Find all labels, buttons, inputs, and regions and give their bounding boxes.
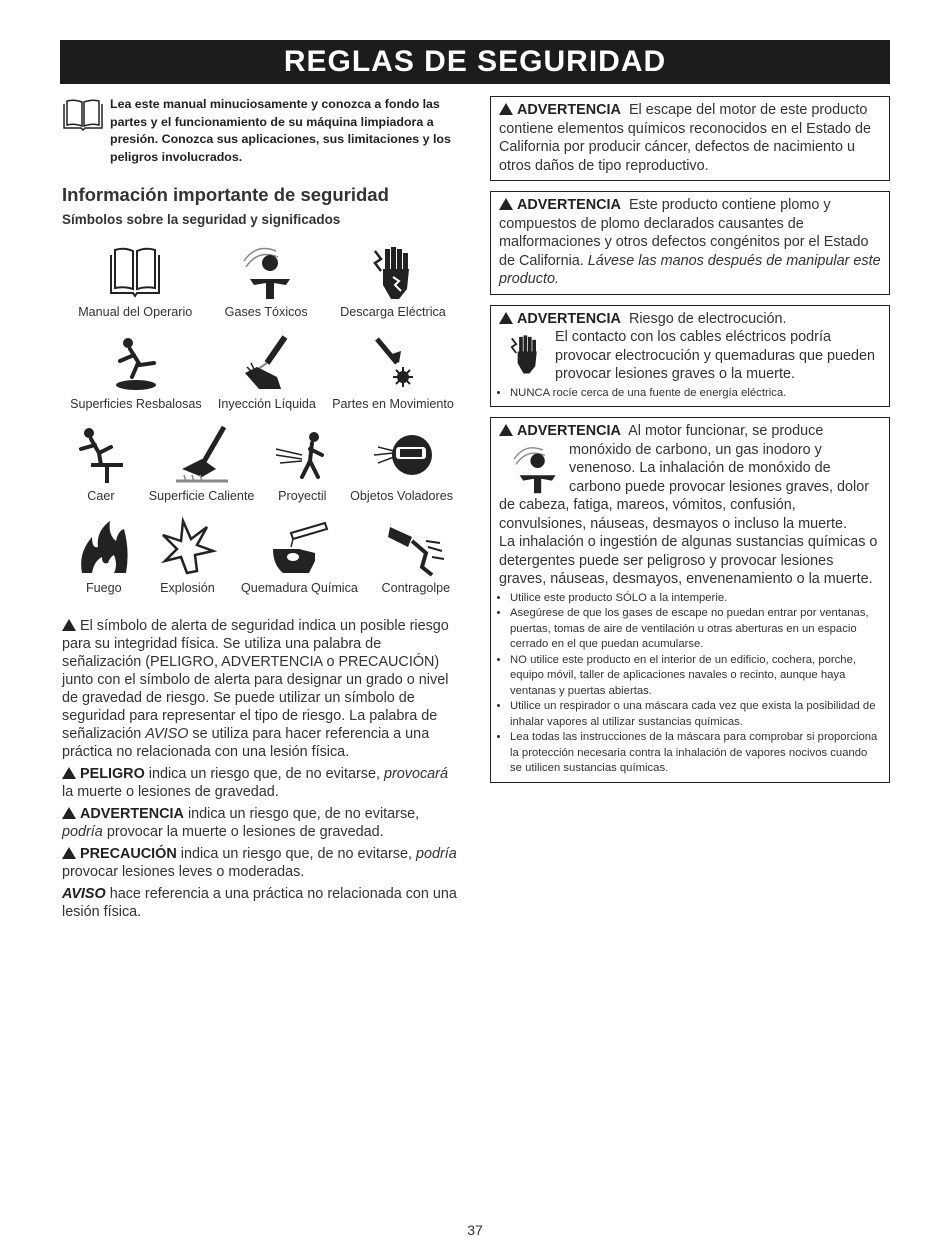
alert-triangle-icon xyxy=(62,619,76,631)
symbol-slippery xyxy=(70,333,202,411)
symbol-label: Caer xyxy=(87,489,115,503)
alert-triangle-icon xyxy=(499,198,513,210)
moving-parts-icon xyxy=(363,333,423,393)
electrocution-bullets xyxy=(499,386,881,402)
fall-icon xyxy=(71,425,131,485)
symbol-flying-objects xyxy=(350,425,453,503)
symbol-label: Superficie Caliente xyxy=(148,489,255,503)
symbol-chemical-burn xyxy=(241,517,358,595)
chemical-inhalation-body: La inhalación o ingestión de algunas sustancias químicas o detergentes puede ser peligroso y provocar lesiones graves, náuseas, desmayos, envenenamiento o la muerte. xyxy=(499,534,878,587)
alert-symbol-paragraph: El símbolo de alerta de seguridad indica un posible riesgo para su integridad física. Se utiliza una palabra de señalización (PELIGRO, ADVERTENCIA o PRECAUCIÓN) junto con el símbolo de alerta para designar un grado o nivel de gravedad de riesgo. Se puede utilizar un símbolo de seguridad para representar el tipo de riesgo. La palabra de señalización AVISO se utiliza para hacer referencia a una práctica no relacionada con una lesión física. xyxy=(62,618,449,760)
left-column xyxy=(62,96,462,925)
symbol-explosion xyxy=(157,517,217,595)
symbol-label: Proyectil xyxy=(278,489,327,503)
fire-icon xyxy=(74,517,134,577)
projectile-icon xyxy=(272,425,332,485)
page-number: 37 xyxy=(467,1222,483,1238)
carbon-monoxide-body: monóxido de carbono, un gas inodoro y venenoso. La inhalación de monóxido de carbono puede provocar lesiones graves, dolor de cabeza, fatiga, mareos, vómitos, confusión, convulsiones, náuseas, desmayos o incluso la muerte. xyxy=(499,441,869,532)
warning-box-electrocution: ADVERTENCIA Riesgo de electrocución. El contacto con los cables eléctricos podría provocar electrocución y quemaduras que pueden provocar lesiones graves o la muerte. • NUNCA rocíe cerca de una fuente de energía eléctrica. xyxy=(490,305,890,408)
electric-shock-hand-icon xyxy=(503,328,547,378)
flying-objects-goggles-icon xyxy=(372,425,432,485)
alert-triangle-icon xyxy=(62,807,76,819)
symbol-label: Objetos Voladores xyxy=(350,489,454,503)
warning-box-lead: ADVERTENCIA Este producto contiene plomo y compuestos de plomo declarados causantes de malformaciones y otros defectos congénitos por el Estado de California. Lávese las manos después de manipular este producto. xyxy=(490,191,890,295)
symbol-row-2 xyxy=(62,333,462,411)
hot-surface-icon xyxy=(172,425,232,485)
section-title: Información importante de seguridad xyxy=(62,184,389,205)
toxic-gas-icon xyxy=(236,241,296,301)
list-item: • Asegúrese de que los gases de escape no puedan entrar por ventanas, puertas, tomas de aire de ventilación u otras aberturas en un espacio cerrado en el que puedan acumularse. xyxy=(510,606,881,653)
symbol-toxic-gas xyxy=(225,241,308,319)
list-item: • Utilice un respirador o una máscara cada vez que exista la posibilidad de inhalar vapores al utilizar sustancias químicas. xyxy=(510,699,881,730)
symbol-row-3 xyxy=(62,425,462,503)
symbol-label: Fuego xyxy=(85,581,122,595)
right-column xyxy=(490,96,890,793)
list-item: • NUNCA rocíe cerca de una fuente de energía eléctrica. xyxy=(510,386,881,402)
list-item: • Utilice este producto SÓLO a la intemperie. xyxy=(510,591,881,607)
symbol-manual xyxy=(78,241,192,319)
precaucion-definition: PRECAUCIÓN indica un riesgo que, de no evitarse, podría provocar lesiones leves o moderadas. xyxy=(62,846,457,880)
symbol-label: Quemadura Química xyxy=(241,581,358,595)
symbol-projectile xyxy=(272,425,332,503)
symbol-label: Explosión xyxy=(160,581,215,595)
symbol-label: Partes en Movimiento xyxy=(332,397,454,411)
symbol-kickback xyxy=(382,517,451,595)
alert-triangle-icon xyxy=(499,312,513,324)
slippery-surface-icon xyxy=(106,333,166,393)
symbol-liquid-injection xyxy=(218,333,316,411)
list-item: • Lea todas las instrucciones de la máscara para comprobar si proporciona la protección necesaria contra la inhalación de vapores nocivos cuando se utilicen sustancias químicas. xyxy=(510,730,881,777)
symbol-row-4 xyxy=(62,517,462,595)
aviso-definition: AVISO hace referencia a una práctica no relacionada con una lesión física. xyxy=(62,886,457,920)
manual-book-icon xyxy=(62,98,104,132)
warning-box-carbon-monoxide: ADVERTENCIA Al motor funcionar, se produce monóxido de carbono, un gas inodoro y venenoso. La inhalación de monóxido de carbono puede provocar lesiones graves, dolor de cabeza, fatiga, mareos, vómitos, confusión, convulsiones, náuseas, desmayos o incluso la muerte. La inhalación o ingestión de algunas sustancias químicas o detergentes puede ser peligroso y provocar lesiones graves, náuseas, desmayos, envenenamiento o la muerte. • Utilice este producto SÓLO a la intemperie. • Asegúrese de que los gases de escape no puedan entrar por ventanas, puertas, tomas de aire de ventilación u otras aberturas en un espacio cerrado en el que puedan acumularse. • NO utilice este producto en el interior de un edificio, cochera, porche, equipo móvil, taller de aplicaciones navales o recinto, aunque haya ventanas y puertas abiertas. • Utilice un respirador o una máscara cada vez que exista la posibilidad de inhalar vapores al utilizar sustancias químicas. • Lea todas las instrucciones de la máscara para comprobar si proporciona la protección necesaria contra la inhalación de vapores nocivos cuando se utilicen sustancias químicas. xyxy=(490,417,890,783)
alert-triangle-icon xyxy=(499,424,513,436)
liquid-injection-icon xyxy=(237,333,297,393)
symbol-label: Descarga Eléctrica xyxy=(340,305,446,319)
warning-box-emissions: ADVERTENCIA El escape del motor de este producto contiene elementos químicos reconocidos en el Estado de California por producir cáncer, defectos de nacimiento u otros daños de tipo reproductivo. xyxy=(490,96,890,181)
list-item: • NO utilice este producto en el interior de un edificio, cochera, porche, equipo móvil, taller de aplicaciones navales o recinto, aunque haya ventanas y puertas abiertas. xyxy=(510,653,881,700)
alert-triangle-icon xyxy=(62,767,76,779)
electric-shock-hand-icon xyxy=(363,241,423,301)
symbol-fire xyxy=(74,517,134,595)
intro-block xyxy=(62,96,462,166)
kickback-icon xyxy=(386,517,446,577)
toxic-gas-icon xyxy=(507,441,561,495)
symbol-label: Contragolpe xyxy=(381,581,451,595)
operator-manual-icon xyxy=(105,241,165,301)
symbol-moving-parts xyxy=(332,333,454,411)
symbol-label: Manual del Operario xyxy=(78,305,193,319)
symbol-electric-shock xyxy=(340,241,446,319)
electrocution-body: El contacto con los cables eléctricos podría provocar electrocución y quemaduras que pueden provocar lesiones graves o la muerte. xyxy=(555,329,875,382)
symbol-fall xyxy=(71,425,131,503)
alert-triangle-icon xyxy=(62,847,76,859)
intro-text: Lea este manual minuciosamente y conozca a fondo las partes y el funcionamiento de su máquina limpiadora a presión. Conozca sus aplicaciones, sus limitaciones y los peligros involucrados. xyxy=(110,97,451,164)
peligro-definition: PELIGRO indica un riesgo que, de no evitarse, provocará la muerte o lesiones de gravedad. xyxy=(62,766,448,800)
page-banner-title: REGLAS DE SEGURIDAD xyxy=(60,40,890,84)
symbol-row-1 xyxy=(62,241,462,319)
chemical-burn-icon xyxy=(269,517,329,577)
symbol-label: Gases Tóxicos xyxy=(224,305,308,319)
symbol-label: Inyección Líquida xyxy=(217,397,316,411)
symbol-hot-surface xyxy=(149,425,255,503)
carbon-monoxide-bullets xyxy=(499,591,881,777)
explosion-icon xyxy=(157,517,217,577)
section-subtitle: Símbolos sobre la seguridad y significados xyxy=(62,212,341,227)
advertencia-definition: ADVERTENCIA indica un riesgo que, de no evitarse, podría provocar la muerte o lesiones de gravedad. xyxy=(62,806,420,840)
symbol-label: Superficies Resbalosas xyxy=(70,397,202,411)
alert-triangle-icon xyxy=(499,103,513,115)
